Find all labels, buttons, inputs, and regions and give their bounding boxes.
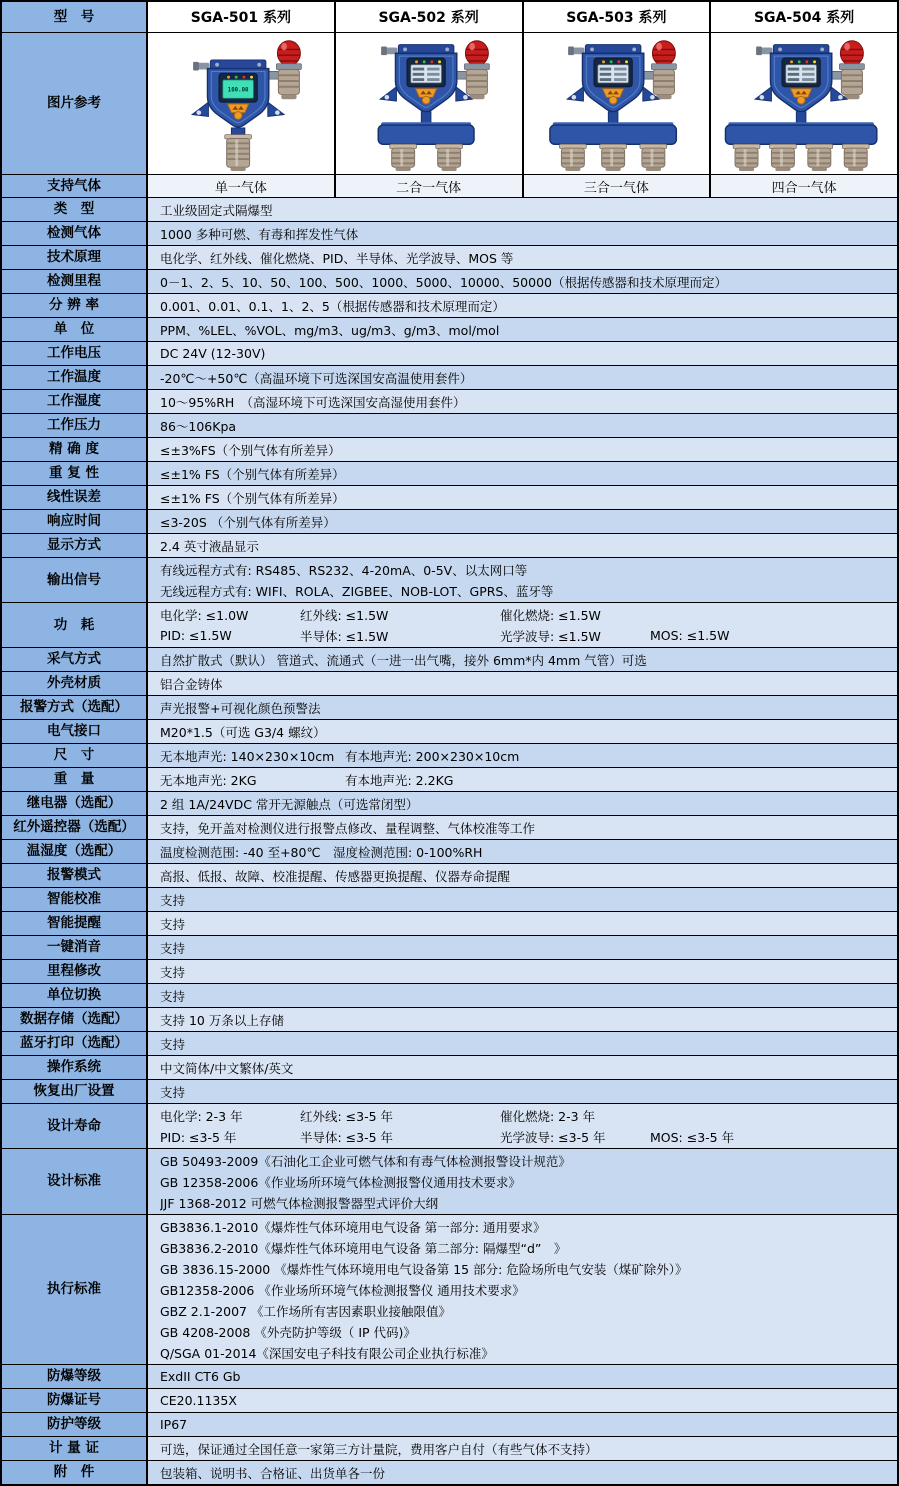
spec-value [148, 603, 897, 647]
spec-label: 重 量 [2, 768, 148, 791]
spec-text: 支持 [160, 940, 186, 956]
spec-text: ≤±1% FS（个别气体有所差异） [160, 466, 345, 482]
spec-value [148, 960, 897, 983]
spec-value [148, 294, 897, 317]
spec-text: GB 50493-2009《石油化工企业可燃气体和有毒气体检测报警设计规范》 [160, 1153, 571, 1169]
spec-value-line [160, 961, 897, 982]
spec-text: 高报、低报、故障、校准提醒、传感器更换提醒、仪器寿命提醒 [160, 868, 511, 884]
spec-text: 10～95%RH （高湿环境下可选深国安高湿使用套件） [160, 394, 466, 410]
spec-value-line [160, 223, 897, 244]
spec-label: 工作温度 [2, 366, 148, 389]
spec-row [2, 815, 897, 839]
spec-label: 操作系统 [2, 1056, 148, 1079]
spec-row [2, 293, 897, 317]
spec-row [2, 461, 897, 485]
spec-value-line [160, 415, 897, 436]
spec-label: 重 复 性 [2, 462, 148, 485]
spec-value-line [160, 769, 897, 790]
spec-label: 显示方式 [2, 534, 148, 557]
spec-label: 报警模式 [2, 864, 148, 887]
spec-value-line [160, 463, 897, 484]
spec-row [2, 887, 897, 911]
spec-text: M20*1.5（可选 G3/4 螺纹） [160, 724, 326, 740]
spec-row [2, 1055, 897, 1079]
spec-label: 恢复出厂设置 [2, 1080, 148, 1103]
spec-row [2, 389, 897, 413]
spec-value [148, 1389, 897, 1412]
spec-label: 执行标准 [2, 1215, 148, 1364]
spec-label: 防爆证号 [2, 1389, 148, 1412]
spec-value [148, 1008, 897, 1031]
spec-label: 防护等级 [2, 1413, 148, 1436]
spec-col-text: 无本地声光: 2KG [160, 772, 257, 788]
spec-value-line [160, 889, 897, 910]
gas-type-2: 二合一气体 [336, 175, 524, 197]
spec-row [2, 1214, 897, 1364]
spec-text: GB12358-2006 《作业场所环境气体检测报警仪 通用技术要求》 [160, 1282, 525, 1298]
spec-label: 防爆等级 [2, 1365, 148, 1388]
gas-row [2, 174, 897, 197]
spec-label: 单 位 [2, 318, 148, 341]
spec-value [148, 1215, 897, 1364]
spec-value-line [160, 937, 897, 958]
spec-row [2, 767, 897, 791]
spec-col-text: PID: ≤1.5W [160, 628, 232, 643]
spec-col-text: 半导体: ≤3-5 年 [300, 1129, 394, 1145]
spec-value [148, 912, 897, 935]
model-name-1: SGA-501 系列 [148, 2, 336, 32]
spec-value-line [160, 865, 897, 886]
spec-value-line [160, 721, 897, 742]
spec-value [148, 198, 897, 221]
spec-col-text: MOS: ≤1.5W [650, 628, 730, 643]
spec-label: 红外遥控器（选配） [2, 816, 148, 839]
spec-value-line [160, 343, 897, 364]
spec-label: 检测气体 [2, 222, 148, 245]
spec-col-text: 有本地声光: 200×230×10cm [345, 748, 520, 764]
spec-row [2, 791, 897, 815]
spec-row [2, 485, 897, 509]
spec-row [2, 341, 897, 365]
spec-value-line [160, 1081, 897, 1102]
spec-value [148, 792, 897, 815]
spec-text: Q/SGA 01-2014《深国安电子科技有限公司企业执行标准》 [160, 1345, 494, 1361]
product-image-1 [148, 33, 336, 174]
spec-row [2, 1364, 897, 1388]
spec-value-line [160, 793, 897, 814]
spec-label: 报警方式（选配） [2, 696, 148, 719]
spec-row [2, 959, 897, 983]
spec-text: 0.001、0.01、0.1、1、2、5（根据传感器和技术原理而定） [160, 298, 505, 314]
spec-row [2, 1148, 897, 1214]
gas-type-3: 三合一气体 [524, 175, 712, 197]
spec-text: 可选，保证通过全国任意一家第三方计量院，费用客户自付（有些气体不支持） [160, 1441, 598, 1457]
spec-label: 计 量 证 [2, 1437, 148, 1460]
header-row [2, 2, 897, 32]
spec-value [148, 1080, 897, 1103]
spec-value-line [160, 1171, 897, 1192]
spec-label: 温湿度（选配） [2, 840, 148, 863]
spec-value-line [160, 1462, 897, 1483]
spec-label: 设计寿命 [2, 1104, 148, 1148]
spec-value-line [160, 841, 897, 862]
spec-col-text: 光学波导: ≤3-5 年 [500, 1129, 606, 1145]
spec-row [2, 671, 897, 695]
spec-value-line [160, 1438, 897, 1459]
spec-label: 电气接口 [2, 720, 148, 743]
spec-text: 铝合金铸体 [160, 676, 223, 692]
spec-text: 有线远程方式有: RS485、RS232、4-20mA、0-5V、以太网口等 [160, 562, 528, 578]
spec-row [2, 695, 897, 719]
spec-row [2, 1007, 897, 1031]
model-name-2: SGA-502 系列 [336, 2, 524, 32]
spec-value-line [160, 985, 897, 1006]
spec-value-line [160, 745, 897, 766]
spec-label: 蓝牙打印（选配） [2, 1032, 148, 1055]
spec-value [148, 318, 897, 341]
spec-value-line [160, 1279, 897, 1300]
spec-label: 工作压力 [2, 414, 148, 437]
spec-text: 声光报警+可视化颜色预警法 [160, 700, 321, 716]
spec-row [2, 983, 897, 1007]
spec-text: GB3836.1-2010《爆炸性气体环境用电气设备 第一部分: 通用要求》 [160, 1219, 546, 1235]
spec-text: 支持，免开盖对检测仪进行报警点修改、量程调整、气体校准等工作 [160, 820, 536, 836]
spec-row [2, 1031, 897, 1055]
spec-label: 采气方式 [2, 648, 148, 671]
spec-text: ≤±1% FS（个别气体有所差异） [160, 490, 345, 506]
spec-row [2, 413, 897, 437]
spec-label: 数据存储（选配） [2, 1008, 148, 1031]
spec-value-line [160, 367, 897, 388]
spec-row [2, 647, 897, 671]
spec-label: 分 辨 率 [2, 294, 148, 317]
spec-label: 线性误差 [2, 486, 148, 509]
spec-col-text: 红外线: ≤3-5 年 [300, 1108, 394, 1124]
svg-text:100.00: 100.00 [227, 87, 249, 94]
spec-col-text: 有本地声光: 2.2KG [345, 772, 454, 788]
spec-row [2, 719, 897, 743]
spec-value [148, 744, 897, 767]
spec-label: 工作湿度 [2, 390, 148, 413]
spec-value [148, 486, 897, 509]
spec-col-text: 催化燃烧: ≤1.5W [500, 607, 601, 623]
spec-label: 里程修改 [2, 960, 148, 983]
spec-text: PPM、%LEL、%VOL、mg/m3、ug/m3、g/m3、mol/mol [160, 322, 500, 338]
spec-value [148, 366, 897, 389]
spec-value [148, 558, 897, 602]
spec-text: 支持 [160, 964, 186, 980]
spec-text: GB 12358-2006《作业场所环境气体检测报警仪通用技术要求》 [160, 1174, 521, 1190]
spec-row [2, 1460, 897, 1484]
header-model-label: 型 号 [2, 2, 148, 32]
spec-text: 支持 [160, 1036, 186, 1052]
spec-value [148, 696, 897, 719]
spec-value-line [160, 439, 897, 460]
spec-label: 类 型 [2, 198, 148, 221]
spec-label: 外壳材质 [2, 672, 148, 695]
spec-row [2, 365, 897, 389]
spec-row [2, 533, 897, 557]
product-image-4 [711, 33, 897, 174]
spec-value [148, 1437, 897, 1460]
spec-value-line [160, 697, 897, 718]
spec-text: ExdII CT6 Gb [160, 1369, 241, 1384]
spec-value-line [160, 1237, 897, 1258]
spec-value-line [160, 1414, 897, 1435]
spec-row [2, 743, 897, 767]
spec-value-line [160, 559, 897, 580]
spec-value [148, 768, 897, 791]
spec-value [148, 864, 897, 887]
spec-value [148, 534, 897, 557]
spec-row [2, 1388, 897, 1412]
spec-row [2, 602, 897, 647]
spec-text: 2 组 1A/24VDC 常开无源触点（可选常闭型） [160, 796, 419, 812]
spec-label: 智能校准 [2, 888, 148, 911]
spec-label: 附 件 [2, 1461, 148, 1484]
gas-detector-illustration [525, 36, 707, 172]
spec-row [2, 1079, 897, 1103]
spec-row [2, 935, 897, 959]
spec-value [148, 510, 897, 533]
spec-label: 智能提醒 [2, 912, 148, 935]
spec-text: JJF 1368-2012 可燃气体检测报警器型式评价大纲 [160, 1195, 439, 1211]
spec-value [148, 888, 897, 911]
spec-value-line [160, 1009, 897, 1030]
spec-col-text: PID: ≤3-5 年 [160, 1129, 237, 1145]
spec-value [148, 1365, 897, 1388]
spec-text: GB3836.2-2010《爆炸性气体环境用电气设备 第二部分: 隔爆型“d” 》 [160, 1240, 567, 1256]
spec-col-text: 红外线: ≤1.5W [300, 607, 389, 623]
spec-value-line [160, 649, 897, 670]
spec-row [2, 1103, 897, 1148]
spec-text: GBZ 2.1-2007 《工作场所有害因素职业接触限值》 [160, 1303, 451, 1319]
spec-value-line [160, 511, 897, 532]
spec-row [2, 221, 897, 245]
spec-text: 包装箱、说明书、合格证、出货单各一份 [160, 1465, 386, 1481]
spec-value [148, 390, 897, 413]
spec-value-line [160, 1216, 897, 1237]
spec-value-line [160, 580, 897, 601]
spec-value [148, 438, 897, 461]
gas-type-1: 单一气体 [148, 175, 336, 197]
spec-text: -20℃～+50℃（高温环境下可选深国安高温使用套件） [160, 370, 473, 386]
spec-value [148, 936, 897, 959]
spec-value [148, 672, 897, 695]
spec-text: DC 24V (12-30V) [160, 346, 266, 361]
spec-col-text: 光学波导: ≤1.5W [500, 628, 601, 644]
spec-text: ≤3-20S （个别气体有所差异） [160, 514, 336, 530]
spec-value [148, 720, 897, 743]
gas-detector-illustration [150, 36, 332, 172]
spec-value-line [160, 1105, 897, 1126]
spec-value-line [160, 1342, 897, 1363]
spec-value [148, 1413, 897, 1436]
spec-text: 无线远程方式有: WIFI、ROLA、ZIGBEE、NOB-LOT、GPRS、蓝牙等 [160, 583, 554, 599]
spec-label: 响应时间 [2, 510, 148, 533]
spec-value [148, 648, 897, 671]
spec-col-text: 半导体: ≤1.5W [300, 628, 389, 644]
image-row [2, 32, 897, 174]
spec-value-line [160, 1192, 897, 1213]
spec-value-line [160, 1150, 897, 1171]
spec-text: GB 3836.15-2000 《爆炸性气体环境用电气设备第 15 部分: 危险场所电气安装（煤矿除外）》 [160, 1261, 688, 1277]
spec-value-line [160, 1366, 897, 1387]
spec-text: 温度检测范围: -40 至+80℃ 湿度检测范围: 0-100%RH [160, 844, 483, 860]
spec-value [148, 1104, 897, 1148]
spec-value [148, 246, 897, 269]
image-row-label: 图片参考 [2, 33, 148, 174]
spec-text: 中文简体/中文繁体/英文 [160, 1060, 294, 1076]
spec-row [2, 1436, 897, 1460]
spec-label: 继电器（选配） [2, 792, 148, 815]
spec-text: 86～106Kpa [160, 418, 237, 434]
spec-label: 功 耗 [2, 603, 148, 647]
spec-text: CE20.1135X [160, 1393, 237, 1408]
gas-row-label: 支持气体 [2, 175, 148, 197]
spec-col-text: 催化燃烧: 2-3 年 [500, 1108, 596, 1124]
spec-value-line [160, 1126, 897, 1147]
spec-value-line [160, 673, 897, 694]
spec-text: 2.4 英寸液晶显示 [160, 538, 259, 554]
gas-type-4: 四合一气体 [711, 175, 897, 197]
spec-row [2, 317, 897, 341]
spec-value [148, 462, 897, 485]
spec-row [2, 245, 897, 269]
spec-label: 技术原理 [2, 246, 148, 269]
spec-row [2, 509, 897, 533]
spec-value-line [160, 1033, 897, 1054]
spec-text: 支持 [160, 916, 186, 932]
spec-value-line [160, 271, 897, 292]
spec-row [2, 269, 897, 293]
spec-value [148, 984, 897, 1007]
spec-row [2, 911, 897, 935]
spec-text: 0－1、2、5、10、50、100、500、1000、5000、10000、50000（根据传感器和技术原理而定） [160, 274, 727, 290]
model-name-3: SGA-503 系列 [524, 2, 712, 32]
spec-text: GB 4208-2008 《外壳防护等级（ IP 代码)》 [160, 1324, 416, 1340]
spec-text: 支持 [160, 892, 186, 908]
spec-value-line [160, 1390, 897, 1411]
spec-value [148, 816, 897, 839]
spec-value [148, 342, 897, 365]
spec-value-line [160, 817, 897, 838]
spec-value [148, 270, 897, 293]
spec-value [148, 1056, 897, 1079]
spec-text: 工业级固定式隔爆型 [160, 202, 273, 218]
spec-value-line [160, 535, 897, 556]
spec-label: 检测里程 [2, 270, 148, 293]
spec-value-line [160, 247, 897, 268]
gas-detector-illustration [338, 36, 520, 172]
spec-value [148, 1149, 897, 1214]
spec-value [148, 414, 897, 437]
spec-row [2, 197, 897, 221]
spec-value-line [160, 1258, 897, 1279]
spec-text: 支持 [160, 988, 186, 1004]
spec-row [2, 1412, 897, 1436]
spec-value [148, 1032, 897, 1055]
spec-label: 输出信号 [2, 558, 148, 602]
spec-label: 工作电压 [2, 342, 148, 365]
spec-value-line [160, 391, 897, 412]
spec-col-text: 电化学: ≤1.0W [160, 607, 249, 623]
spec-row [2, 437, 897, 461]
spec-value [148, 840, 897, 863]
spec-col-text: MOS: ≤3-5 年 [650, 1129, 735, 1145]
spec-value-line [160, 1321, 897, 1342]
gas-detector-illustration [713, 36, 895, 172]
spec-col-text: 无本地声光: 140×230×10cm [160, 748, 335, 764]
spec-label: 一键消音 [2, 936, 148, 959]
spec-value-line [160, 487, 897, 508]
spec-col-text: 电化学: 2-3 年 [160, 1108, 243, 1124]
spec-row [2, 863, 897, 887]
spec-value-line [160, 625, 897, 646]
spec-value-line [160, 1057, 897, 1078]
spec-value-line [160, 604, 897, 625]
spec-text: 电化学、红外线、催化燃烧、PID、半导体、光学波导、MOS 等 [160, 250, 514, 266]
spec-value [148, 1461, 897, 1484]
spec-text: ≤±3%FS（个别气体有所差异） [160, 442, 341, 458]
spec-label: 精 确 度 [2, 438, 148, 461]
spec-value-line [160, 913, 897, 934]
spec-value-line [160, 319, 897, 340]
spec-text: IP67 [160, 1417, 188, 1432]
spec-row [2, 839, 897, 863]
spec-value-line [160, 295, 897, 316]
spec-text: 1000 多种可燃、有毒和挥发性气体 [160, 226, 359, 242]
spec-label: 单位切换 [2, 984, 148, 1007]
spec-value [148, 222, 897, 245]
spec-label: 设计标准 [2, 1149, 148, 1214]
spec-text: 支持 [160, 1084, 186, 1100]
spec-value-line [160, 1300, 897, 1321]
product-image-2 [336, 33, 524, 174]
model-name-4: SGA-504 系列 [711, 2, 897, 32]
product-image-3 [524, 33, 712, 174]
spec-label: 尺 寸 [2, 744, 148, 767]
spec-row [2, 557, 897, 602]
spec-text: 自然扩散式（默认） 管道式、流通式（一进一出气嘴，接外 6mm*内 4mm 气管）可选 [160, 652, 647, 668]
spec-value-line [160, 199, 897, 220]
spec-text: 支持 10 万条以上存储 [160, 1012, 284, 1028]
